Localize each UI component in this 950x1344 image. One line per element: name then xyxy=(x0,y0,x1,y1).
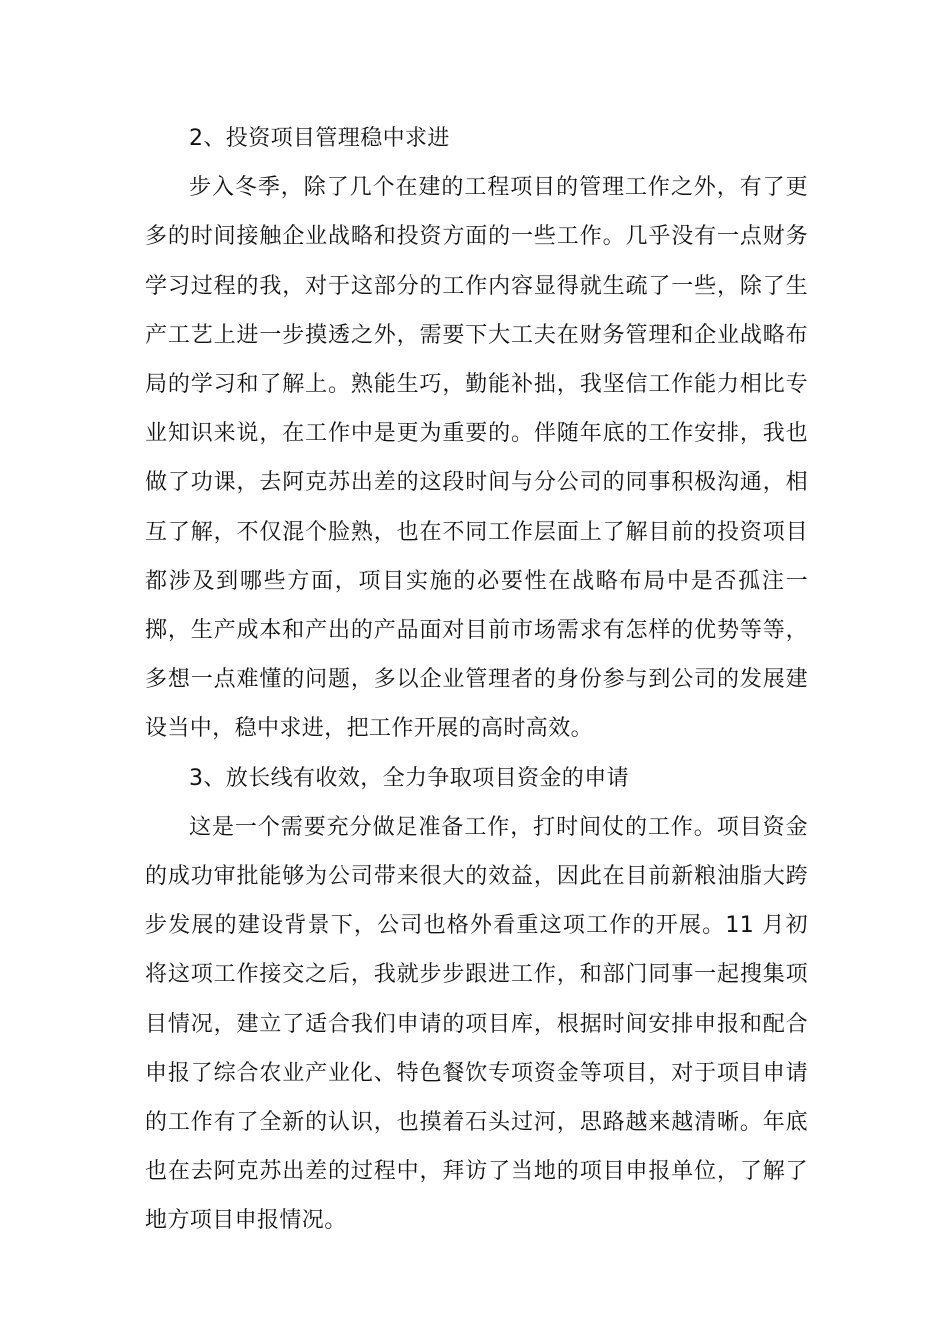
section-heading-investment: 2、投资项目管理稳中求进 xyxy=(189,126,450,151)
document-body xyxy=(145,114,808,1246)
section-heading-funding: 3、放长线有收效，全力争取项目资金的申请 xyxy=(189,765,629,791)
paragraph-investment: 步入冬季，除了几个在建的工程项目的管理工作之外，有了更多的时间接触企业战略和投资方面的一些工作。几乎没有一点财务学习过程的我，对于这部分的工作内容显得就生疏了一些，除了生产工艺上进一步摸透之外，需要下大工夫在财务管理和企业战略布局的学习和了解上。熟能生巧，勤能补拙，我坚信工作能力相比专业知识来说，在工作中是更为重要的。伴随年底的工作安排，我也做了功课，去阿克苏出差的这段时间与分公司的同事积极沟通，相互了解，不仅混个脸熟，也在不同工作层面上了解目前的投资项目都涉及到哪些方面，项目实施的必要性在战略布局中是否孤注一掷，生产成本和产出的产品面对目前市场需求有怎样的优势等等，多想一点难懂的问题，多以企业管理者的身份参与到公司的发展建设当中，稳中求进，把工作开展的高时高效。 xyxy=(145,175,808,742)
paragraph-funding: 这是一个需要充分做足准备工作，打时间仗的工作。项目资金的成功审批能够为公司带来很大的效益，因此在目前新粮油脂大跨步发展的建设背景下，公司也格外看重这项工作的开展。11 月初将这项工作接交之后，我就步步跟进工作，和部门同事一起搜集项目情况，建立了适合我们申请的项目库，根据时间安排申报和配合申报了综合农业产业化、特色餐饮专项资金等项目，对于项目申请的工作有了全新的认识，也摸着石头过河，思路越来越清晰。年底也在去阿克苏出差的过程中，拜访了当地的项目申报单位，了解了地方项目申报情况。 xyxy=(145,814,808,1234)
